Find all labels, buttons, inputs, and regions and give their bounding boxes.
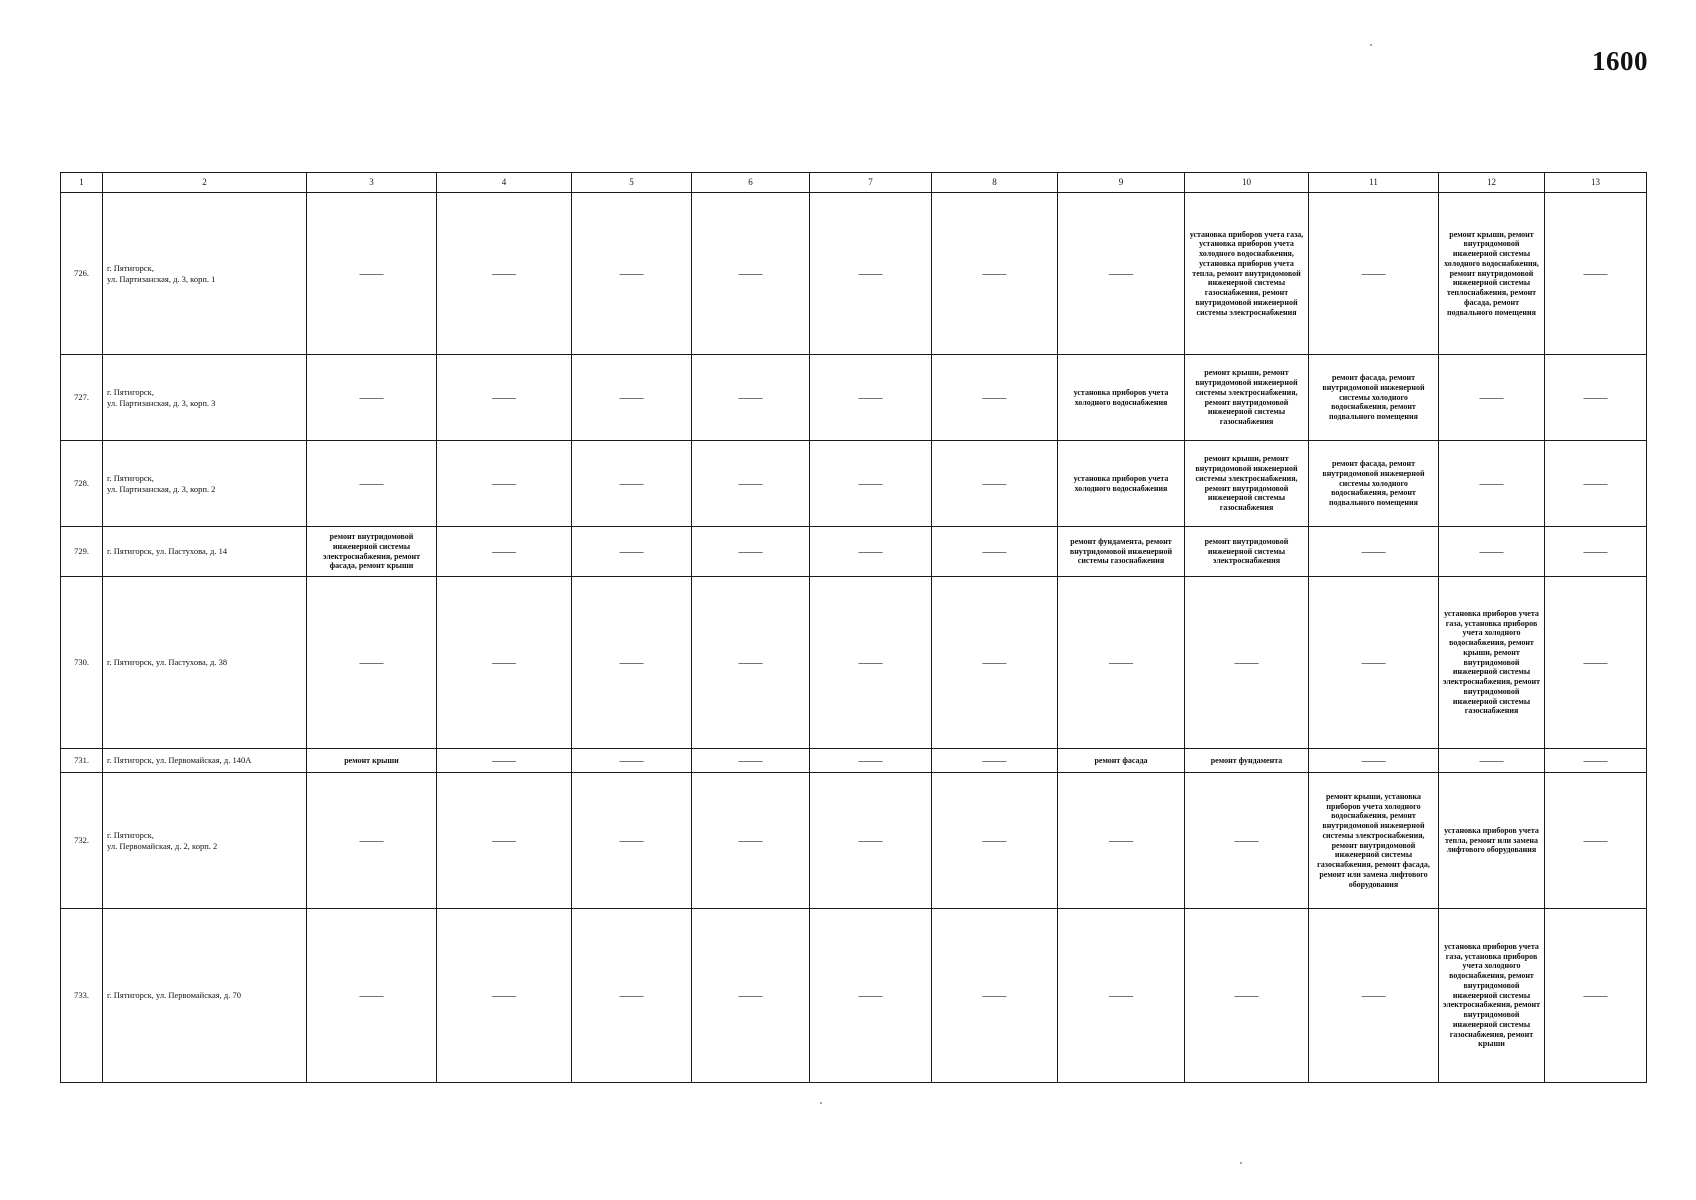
dash-cell-col-12: —— <box>1439 749 1545 773</box>
dash-cell-col-5: —— <box>572 355 692 441</box>
dash-cell-col-3: —— <box>307 577 437 749</box>
dash-cell-col-4: —— <box>437 193 572 355</box>
dash-cell-col-12: —— <box>1439 527 1545 577</box>
dash-cell-col-5: —— <box>572 909 692 1083</box>
dash-cell-col-4: —— <box>437 355 572 441</box>
dash-cell-col-11: —— <box>1309 527 1439 577</box>
row-number-cell: 726. <box>61 193 103 355</box>
dash-cell-col-10: —— <box>1185 909 1309 1083</box>
dash-cell-col-5: —— <box>572 193 692 355</box>
work-cell-col-3: ремонт внутридомовой инженерной системы электроснабжения, ремонт фасада, ремонт крыши <box>307 527 437 577</box>
dash-cell-col-3: —— <box>307 193 437 355</box>
dash-cell-col-3: —— <box>307 773 437 909</box>
address-line: г. Пятигорск, ул. Первомайская, д. 70 <box>107 990 242 1001</box>
col-header-10: 10 <box>1185 173 1309 193</box>
dash-cell-col-7: —— <box>810 749 932 773</box>
work-cell-col-10: ремонт внутридомовой инженерной системы электроснабжения <box>1185 527 1309 577</box>
dash-cell-col-3: —— <box>307 355 437 441</box>
col-header-6: 6 <box>692 173 810 193</box>
dash-cell-col-12: —— <box>1439 441 1545 527</box>
row-number-cell: 733. <box>61 909 103 1083</box>
address-cell <box>103 749 307 773</box>
dash-cell-col-7: —— <box>810 773 932 909</box>
dash-cell-col-7: —— <box>810 577 932 749</box>
table-row <box>61 773 1647 909</box>
dash-cell-col-6: —— <box>692 577 810 749</box>
work-cell-col-11: ремонт крыши, установка приборов учета холодного водоснабжения, ремонт внутридомовой инженерной системы электроснабжения, ремонт внутридомовой инженерной системы газоснабжения, ремонт фасада, ремонт или замена лифтового оборудования <box>1309 773 1439 909</box>
page-number: 1600 <box>1592 46 1648 76</box>
address-cell <box>103 355 307 441</box>
work-cell-col-10: установка приборов учета газа, установка приборов учета холодного водоснабжения, установка приборов учета тепла, ремонт внутридомовой инженерной системы газоснабжения, ремонт внутридомовой инженерной системы электроснабжения <box>1185 193 1309 355</box>
work-cell-col-10: ремонт крыши, ремонт внутридомовой инженерной системы электроснабжения, ремонт внутридомовой инженерной системы газоснабжения <box>1185 355 1309 441</box>
work-cell-col-9: установка приборов учета холодного водоснабжения <box>1058 441 1185 527</box>
work-cell-col-9: ремонт фасада <box>1058 749 1185 773</box>
dash-cell-col-7: —— <box>810 909 932 1083</box>
dash-cell-col-4: —— <box>437 773 572 909</box>
col-header-2: 2 <box>103 173 307 193</box>
dash-cell-col-11: —— <box>1309 193 1439 355</box>
dash-cell-col-6: —— <box>692 441 810 527</box>
dash-cell-col-11: —— <box>1309 577 1439 749</box>
address-cell <box>103 909 307 1083</box>
dash-cell-col-9: —— <box>1058 193 1185 355</box>
dash-cell-col-13: —— <box>1545 193 1647 355</box>
dash-cell-col-3: —— <box>307 441 437 527</box>
dash-cell-col-4: —— <box>437 577 572 749</box>
address-line: ул. Партизанская, д. 3, корп. 2 <box>107 483 216 494</box>
col-header-3: 3 <box>307 173 437 193</box>
address-line: г. Пятигорск, ул. Пастухова, д. 14 <box>107 546 228 557</box>
table-row <box>61 909 1647 1083</box>
work-cell-col-11: ремонт фасада, ремонт внутридомовой инженерной системы холодного водоснабжения, ремонт подвального помещения <box>1309 355 1439 441</box>
work-cell-col-12: установка приборов учета газа, установка приборов учета холодного водоснабжения, ремонт крыши, ремонт внутридомовой инженерной системы электроснабжения, ремонт внутридомовой инженерной системы газоснабжения <box>1439 577 1545 749</box>
scan-speck <box>1240 1162 1242 1164</box>
dash-cell-col-9: —— <box>1058 773 1185 909</box>
dash-cell-col-4: —— <box>437 527 572 577</box>
address-line: г. Пятигорск, ул. Пастухова, д. 38 <box>107 657 228 668</box>
dash-cell-col-10: —— <box>1185 773 1309 909</box>
dash-cell-col-13: —— <box>1545 909 1647 1083</box>
work-cell-col-9: установка приборов учета холодного водоснабжения <box>1058 355 1185 441</box>
row-number-cell: 732. <box>61 773 103 909</box>
dash-cell-col-6: —— <box>692 527 810 577</box>
dash-cell-col-13: —— <box>1545 749 1647 773</box>
dash-cell-col-13: —— <box>1545 441 1647 527</box>
row-number-cell: 731. <box>61 749 103 773</box>
address-line: ул. Партизанская, д. 3, корп. 1 <box>107 273 216 284</box>
col-header-1: 1 <box>61 173 103 193</box>
address-line: ул. Первомайская, д. 2, корп. 2 <box>107 840 218 851</box>
row-number-cell: 728. <box>61 441 103 527</box>
table-row <box>61 441 1647 527</box>
address-line: г. Пятигорск, ул. Первомайская, д. 140А <box>107 755 252 766</box>
col-header-7: 7 <box>810 173 932 193</box>
dash-cell-col-5: —— <box>572 577 692 749</box>
dash-cell-col-8: —— <box>932 909 1058 1083</box>
dash-cell-col-3: —— <box>307 909 437 1083</box>
works-table-container <box>60 172 1646 1083</box>
column-number-row <box>61 173 1647 193</box>
dash-cell-col-9: —— <box>1058 577 1185 749</box>
dash-cell-col-13: —— <box>1545 773 1647 909</box>
dash-cell-col-5: —— <box>572 773 692 909</box>
row-number-cell: 730. <box>61 577 103 749</box>
work-cell-col-11: ремонт фасада, ремонт внутридомовой инженерной системы холодного водоснабжения, ремонт подвального помещения <box>1309 441 1439 527</box>
scan-speck <box>1370 44 1372 46</box>
dash-cell-col-6: —— <box>692 749 810 773</box>
dash-cell-col-7: —— <box>810 527 932 577</box>
dash-cell-col-8: —— <box>932 193 1058 355</box>
dash-cell-col-8: —— <box>932 355 1058 441</box>
address-line: г. Пятигорск, <box>107 387 154 398</box>
col-header-5: 5 <box>572 173 692 193</box>
dash-cell-col-11: —— <box>1309 749 1439 773</box>
works-table <box>60 172 1647 1083</box>
work-cell-col-9: ремонт фундамента, ремонт внутридомовой инженерной системы газоснабжения <box>1058 527 1185 577</box>
dash-cell-col-10: —— <box>1185 577 1309 749</box>
col-header-12: 12 <box>1439 173 1545 193</box>
work-cell-col-3: ремонт крыши <box>307 749 437 773</box>
work-cell-col-12: установка приборов учета газа, установка приборов учета холодного водоснабжения, ремонт внутридомовой инженерной системы электроснабжения, ремонт внутридомовой инженерной системы газоснабжения, ремонт крыши <box>1439 909 1545 1083</box>
row-number-cell: 729. <box>61 527 103 577</box>
address-cell <box>103 441 307 527</box>
work-cell-col-12: ремонт крыши, ремонт внутридомовой инженерной системы холодного водоснабжения, ремонт внутридомовой инженерной системы теплоснабжения, ремонт фасада, ремонт подвального помещения <box>1439 193 1545 355</box>
table-row <box>61 577 1647 749</box>
dash-cell-col-9: —— <box>1058 909 1185 1083</box>
dash-cell-col-4: —— <box>437 441 572 527</box>
col-header-13: 13 <box>1545 173 1647 193</box>
row-number-cell: 727. <box>61 355 103 441</box>
dash-cell-col-7: —— <box>810 441 932 527</box>
table-body <box>61 193 1647 1083</box>
dash-cell-col-8: —— <box>932 441 1058 527</box>
col-header-9: 9 <box>1058 173 1185 193</box>
work-cell-col-10: ремонт крыши, ремонт внутридомовой инженерной системы электроснабжения, ремонт внутридомовой инженерной системы газоснабжения <box>1185 441 1309 527</box>
address-line: г. Пятигорск, <box>107 473 154 484</box>
dash-cell-col-4: —— <box>437 909 572 1083</box>
dash-cell-col-11: —— <box>1309 909 1439 1083</box>
address-cell <box>103 773 307 909</box>
dash-cell-col-13: —— <box>1545 577 1647 749</box>
address-cell <box>103 577 307 749</box>
address-line: г. Пятигорск, <box>107 830 154 841</box>
dash-cell-col-6: —— <box>692 355 810 441</box>
address-cell <box>103 193 307 355</box>
dash-cell-col-6: —— <box>692 773 810 909</box>
dash-cell-col-4: —— <box>437 749 572 773</box>
dash-cell-col-8: —— <box>932 577 1058 749</box>
dash-cell-col-13: —— <box>1545 355 1647 441</box>
dash-cell-col-7: —— <box>810 355 932 441</box>
dash-cell-col-8: —— <box>932 527 1058 577</box>
dash-cell-col-5: —— <box>572 527 692 577</box>
work-cell-col-12: установка приборов учета тепла, ремонт или замена лифтового оборудования <box>1439 773 1545 909</box>
dash-cell-col-7: —— <box>810 193 932 355</box>
table-row <box>61 749 1647 773</box>
dash-cell-col-12: —— <box>1439 355 1545 441</box>
dash-cell-col-6: —— <box>692 909 810 1083</box>
scan-speck <box>820 1102 822 1104</box>
address-line: ул. Партизанская, д. 3, корп. 3 <box>107 397 216 408</box>
address-line: г. Пятигорск, <box>107 263 154 274</box>
col-header-8: 8 <box>932 173 1058 193</box>
table-row <box>61 527 1647 577</box>
table-row <box>61 193 1647 355</box>
col-header-11: 11 <box>1309 173 1439 193</box>
work-cell-col-10: ремонт фундамента <box>1185 749 1309 773</box>
col-header-4: 4 <box>437 173 572 193</box>
dash-cell-col-5: —— <box>572 749 692 773</box>
table-row <box>61 355 1647 441</box>
dash-cell-col-5: —— <box>572 441 692 527</box>
dash-cell-col-6: —— <box>692 193 810 355</box>
dash-cell-col-8: —— <box>932 773 1058 909</box>
dash-cell-col-8: —— <box>932 749 1058 773</box>
address-cell <box>103 527 307 577</box>
dash-cell-col-13: —— <box>1545 527 1647 577</box>
